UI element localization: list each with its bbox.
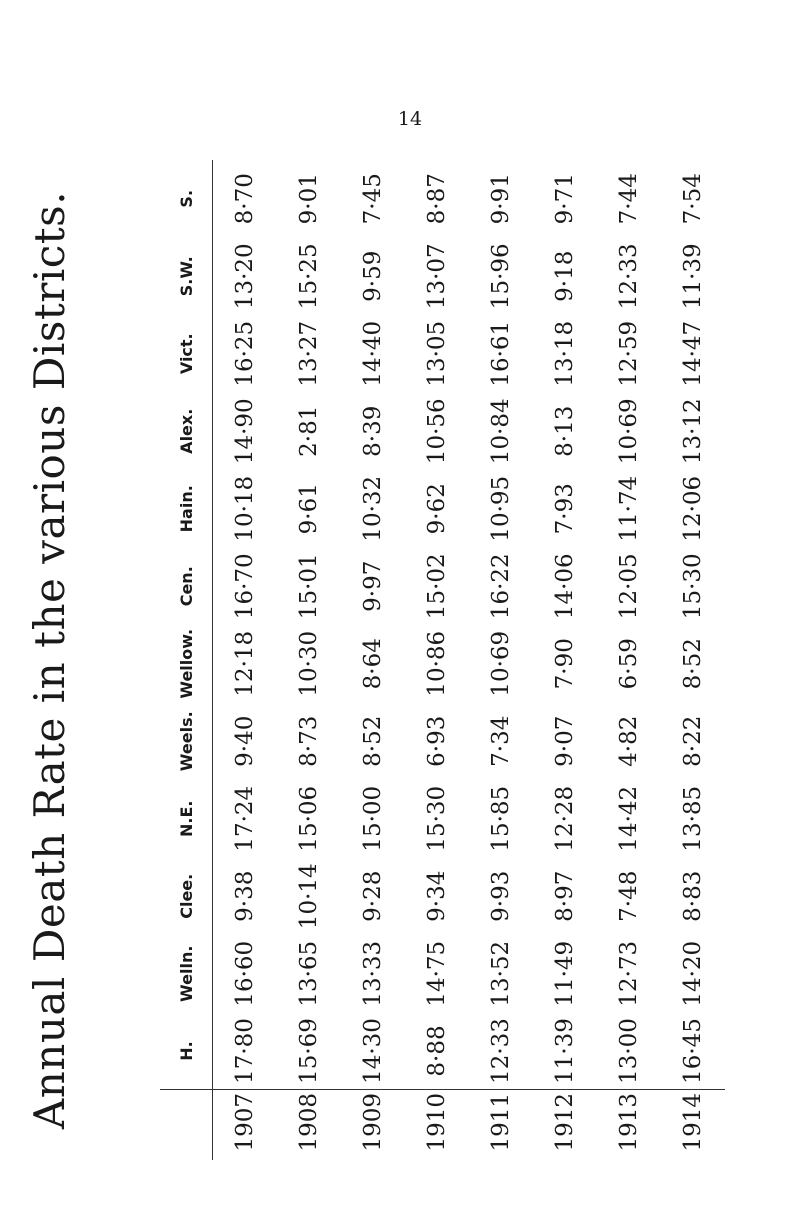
column-header-clee: Clee. — [160, 858, 213, 936]
rate-cell: 7·44 — [616, 173, 642, 225]
rate-cell: 7·34 — [488, 715, 514, 767]
table-row — [533, 160, 597, 1160]
column-header-vict: Vict. — [160, 315, 213, 393]
rate-cell: 12·05 — [616, 553, 642, 620]
table-row — [277, 160, 341, 1160]
rate-cell: 17·24 — [232, 785, 258, 852]
rate-cell: 12·73 — [616, 940, 642, 1007]
rate-cell: 9·97 — [360, 560, 386, 612]
rate-cell: 12·33 — [488, 1018, 514, 1084]
rate-cell: 10·69 — [488, 630, 514, 697]
rate-cell: 14·42 — [616, 785, 642, 852]
rate-cell: 15·30 — [680, 553, 706, 620]
rate-cell: 12·18 — [232, 630, 258, 697]
rate-cell: 8·70 — [232, 173, 258, 225]
rate-cell: 13·27 — [296, 320, 322, 387]
header-row — [160, 160, 213, 1160]
rate-cell: 10·32 — [360, 475, 386, 542]
rate-cell: 15·00 — [360, 785, 386, 852]
rate-cell: 10·84 — [488, 398, 514, 465]
rate-cell: 7·90 — [552, 638, 578, 690]
table-row — [341, 160, 405, 1160]
rate-cell: 8·52 — [680, 638, 706, 690]
column-header-hain: Hain. — [160, 470, 213, 548]
rate-cell: 16·70 — [232, 553, 258, 620]
rate-cell: 14·40 — [360, 320, 386, 387]
table-row — [213, 160, 278, 1160]
rate-cell: 16·45 — [680, 1018, 706, 1084]
rate-cell: 8·87 — [424, 173, 450, 225]
rate-cell: 13·65 — [296, 940, 322, 1007]
rate-cell: 10·86 — [424, 630, 450, 697]
rate-cell: 10·14 — [296, 863, 322, 930]
rate-cell: 13·12 — [680, 398, 706, 465]
rate-cell: 7·54 — [680, 173, 706, 225]
table-row — [469, 160, 533, 1160]
rate-cell: 11·74 — [616, 475, 642, 542]
rate-cell: 10·30 — [296, 630, 322, 697]
rate-cell: 9·38 — [232, 870, 258, 922]
rate-cell: 16·60 — [232, 940, 258, 1007]
rate-cell: 13·33 — [360, 940, 386, 1007]
year-cell: 1907 — [213, 1090, 278, 1160]
page-number: 14 — [397, 108, 423, 130]
table-body — [213, 160, 726, 1160]
column-header-alex: Alex. — [160, 393, 213, 471]
year-cell: 1908 — [277, 1090, 341, 1160]
rate-cell: 13·85 — [680, 785, 706, 852]
rate-cell: 8·97 — [552, 870, 578, 922]
rate-cell: 10·56 — [424, 398, 450, 465]
year-cell: 1911 — [469, 1090, 533, 1160]
rate-cell: 15·25 — [296, 243, 322, 310]
rate-cell: 11·39 — [680, 243, 706, 310]
column-header-year — [160, 1090, 213, 1160]
rate-cell: 15·01 — [296, 553, 322, 620]
column-header-welln: Welln. — [160, 935, 213, 1013]
rate-cell: 17·80 — [232, 1018, 258, 1084]
rate-cell: 14·20 — [680, 940, 706, 1007]
rate-cell: 15·30 — [424, 785, 450, 852]
rate-cell: 13·52 — [488, 940, 514, 1007]
rate-cell: 6·59 — [616, 638, 642, 690]
table-row — [661, 160, 725, 1160]
rate-cell: 9·18 — [552, 250, 578, 302]
rate-cell: 15·06 — [296, 785, 322, 852]
rate-cell: 8·52 — [360, 715, 386, 767]
column-header-s: S. — [160, 160, 213, 238]
column-header-ne: N.E. — [160, 780, 213, 858]
rotated-page-content — [20, 160, 740, 1160]
year-cell: 1913 — [597, 1090, 661, 1160]
rate-cell: 13·00 — [616, 1018, 642, 1084]
rate-cell: 9·07 — [552, 715, 578, 767]
table-row — [597, 160, 661, 1160]
rate-cell: 9·40 — [232, 715, 258, 767]
rate-cell: 8·13 — [552, 405, 578, 457]
rate-cell: 12·59 — [616, 320, 642, 387]
rate-cell: 6·93 — [424, 715, 450, 767]
rate-cell: 9·93 — [488, 870, 514, 922]
rate-cell: 8·73 — [296, 715, 322, 767]
rate-cell: 12·33 — [616, 243, 642, 310]
year-cell: 1912 — [533, 1090, 597, 1160]
rate-cell: 16·61 — [488, 320, 514, 387]
rate-cell: 15·69 — [296, 1018, 322, 1084]
rate-cell: 16·22 — [488, 553, 514, 620]
rate-cell: 11·39 — [552, 1018, 578, 1084]
rate-cell: 13·07 — [424, 243, 450, 310]
rate-cell: 2·81 — [296, 405, 322, 457]
rate-cell: 8·22 — [680, 715, 706, 767]
rate-cell: 8·83 — [680, 870, 706, 922]
rate-cell: 8·88 — [424, 1025, 450, 1077]
rate-cell: 10·95 — [488, 475, 514, 542]
rate-cell: 4·82 — [616, 715, 642, 767]
rate-cell: 11·49 — [552, 940, 578, 1007]
rate-cell: 12·06 — [680, 475, 706, 542]
rate-cell: 16·25 — [232, 320, 258, 387]
column-header-sw: S.W. — [160, 238, 213, 316]
rate-cell: 14·47 — [680, 320, 706, 387]
rate-cell: 13·05 — [424, 320, 450, 387]
rate-cell: 12·28 — [552, 785, 578, 852]
year-cell: 1914 — [661, 1090, 725, 1160]
rate-cell: 14·30 — [360, 1018, 386, 1084]
rate-cell: 13·18 — [552, 320, 578, 387]
rate-cell: 7·45 — [360, 173, 386, 225]
rate-cell: 9·59 — [360, 250, 386, 302]
rate-cell: 8·64 — [360, 638, 386, 690]
rate-cell: 8·39 — [360, 405, 386, 457]
rate-cell: 9·71 — [552, 173, 578, 225]
rate-cell: 14·90 — [232, 398, 258, 465]
column-header-wellow: Wellow. — [160, 625, 213, 703]
table-row — [405, 160, 469, 1160]
year-cell: 1910 — [405, 1090, 469, 1160]
rate-cell: 10·18 — [232, 475, 258, 542]
column-header-h: H. — [160, 1013, 213, 1091]
rate-cell: 7·48 — [616, 870, 642, 922]
column-header-cen: Cen. — [160, 548, 213, 626]
rate-cell: 9·28 — [360, 870, 386, 922]
rate-cell: 9·62 — [424, 483, 450, 535]
page-title: Annual Death Rate in the various Districts. — [25, 190, 74, 1130]
rate-cell: 10·69 — [616, 398, 642, 465]
death-rate-table — [160, 160, 725, 1160]
rate-cell: 14·75 — [424, 940, 450, 1007]
column-header-weels: Weels. — [160, 703, 213, 781]
rate-cell: 15·02 — [424, 553, 450, 620]
rate-cell: 14·06 — [552, 553, 578, 620]
rate-cell: 9·01 — [296, 173, 322, 225]
rate-cell: 9·91 — [488, 173, 514, 225]
year-cell: 1909 — [341, 1090, 405, 1160]
rate-cell: 9·61 — [296, 483, 322, 535]
rate-cell: 15·85 — [488, 785, 514, 852]
rate-cell: 13·20 — [232, 243, 258, 310]
rate-cell: 7·93 — [552, 483, 578, 535]
rate-cell: 15·96 — [488, 243, 514, 310]
rate-cell: 9·34 — [424, 870, 450, 922]
